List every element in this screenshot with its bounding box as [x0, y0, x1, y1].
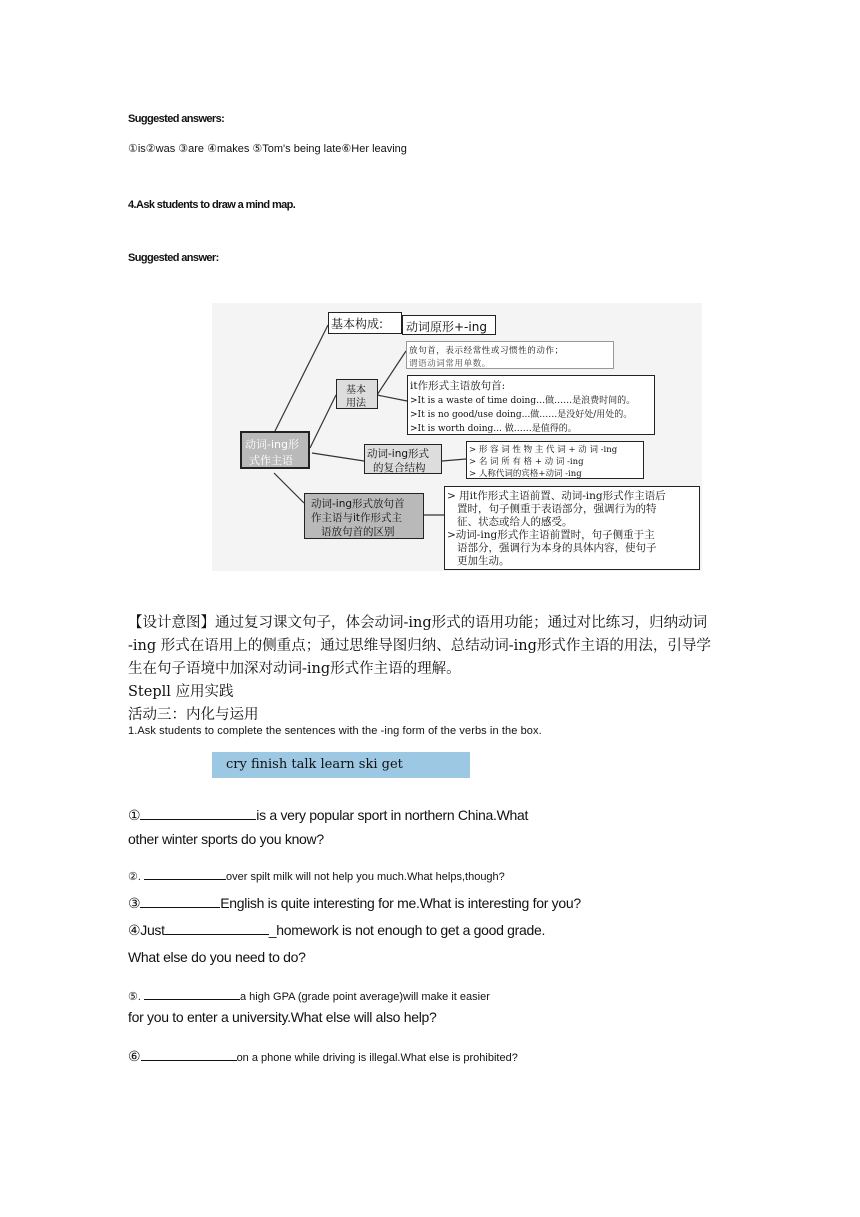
sentence-1 — [128, 807, 528, 824]
word-box-text: cry finish talk learn ski get — [226, 757, 403, 772]
blank-1[interactable] — [140, 807, 256, 820]
step4-instruction: 4.Ask students to draw a mind map. — [128, 199, 296, 211]
difference-box: > 用it作形式主语前置、动词-ing形式作主语后 置时，句子侧重于表语部分，强调行为的特 征、状态或给人的感受。 >动词-ing形式作主语前置时，句子侧重于主 语部分，强调行为本身的具体内容，使句子 更加生动。 — [444, 486, 700, 570]
word-box — [212, 752, 470, 778]
sentence-1-number: ① — [128, 807, 141, 823]
basic-form-value: 动词原形+-ing — [402, 315, 496, 335]
mind-map — [212, 303, 702, 571]
sentence-4-number: ④Just — [128, 922, 165, 938]
sentence-3-number: ③ — [128, 895, 141, 911]
design-intent-line-1: 【设计意图】通过复习课文句子，体会动词-ing形式的语用功能；通过对比练习，归纳动词 — [128, 615, 708, 631]
design-intent-line-2: -ing 形式在语用上的侧重点；通过思维导图归纳、总结动词-ing形式作主语的用法，引导学 — [128, 638, 711, 654]
difference-node: 动词-ing形式放句首 作主语与it作形式主 语放句首的区别 — [304, 493, 424, 539]
blank-5[interactable] — [144, 987, 240, 1000]
blank-6[interactable] — [141, 1048, 237, 1061]
sentence-3 — [128, 895, 581, 912]
basic-usage-node: 基本 用法 — [336, 379, 378, 409]
sentence-6-number: ⑥ — [128, 1048, 141, 1064]
step-title: Stepll 应用实践 — [128, 684, 234, 700]
sentence-3-text: English is quite interesting for me.What is interesting for you? — [220, 895, 581, 911]
suggested-answers-heading: Suggested answers: — [128, 113, 225, 125]
center-node: 动词-ing形 式作主语 — [240, 431, 310, 469]
usage-note-box: 放句首，表示经常性或习惯性的动作； 谓语动词常用单数。 — [406, 341, 614, 369]
compound-structure-node: 动词-ing形式 的复合结构 — [364, 444, 442, 474]
blank-4[interactable] — [165, 922, 269, 935]
sentence-2 — [128, 867, 505, 883]
suggested-answer-heading: Suggested answer: — [128, 252, 219, 264]
sentence-6-text: on a phone while driving is illegal.What else is prohibited? — [236, 1052, 518, 1064]
blank-2[interactable] — [144, 867, 226, 880]
sentence-5-number: ⑤. — [128, 991, 141, 1003]
sentence-4-text: _homework is not enough to get a good grade. — [268, 922, 546, 938]
activity-title: 活动三：内化与运用 — [128, 707, 259, 723]
sentence-1-text: is a very popular sport in northern China.What — [256, 807, 529, 823]
basic-form-node: 基本构成: — [328, 312, 402, 334]
design-intent-line-3: 生在句子语境中加深对动词-ing形式作主语的理解。 — [128, 661, 461, 677]
sentence-6 — [128, 1048, 518, 1065]
sentence-5 — [128, 987, 490, 1003]
activity-instruction: 1.Ask students to complete the sentences with the -ing form of the verbs in the box. — [128, 725, 542, 737]
it-formal-subject-box: it作形式主语放句首: >It is a waste of time doing…做……是浪费时间的。 >It is no good/use doing...做……是没好处/用处的。 >It is worth doing... 做……是值得的。 — [407, 375, 655, 435]
sentence-2-number: ②. — [128, 871, 141, 883]
blank-3[interactable] — [140, 895, 220, 908]
sentence-4 — [128, 922, 545, 939]
sentence-5-text: a high GPA (grade point average)will make it easier — [239, 991, 490, 1003]
sentence-4-continued: What else do you need to do? — [128, 949, 306, 965]
compound-structure-box: > 形 容 词 性 物 主 代 词 + 动 词 -ing > 名 词 所 有 格 + 动 词 -ing > 人称代词的宾格+动词 -ing — [466, 441, 644, 479]
sentence-1-continued: other winter sports do you know? — [128, 831, 324, 847]
suggested-answers-text: ①is②was ③are ④makes ⑤Tom's being late⑥Her leaving — [128, 143, 407, 155]
sentence-5-continued: for you to enter a university.What else will also help? — [128, 1009, 437, 1025]
sentence-2-text: over spilt milk will not help you much.What helps,though? — [225, 871, 505, 883]
